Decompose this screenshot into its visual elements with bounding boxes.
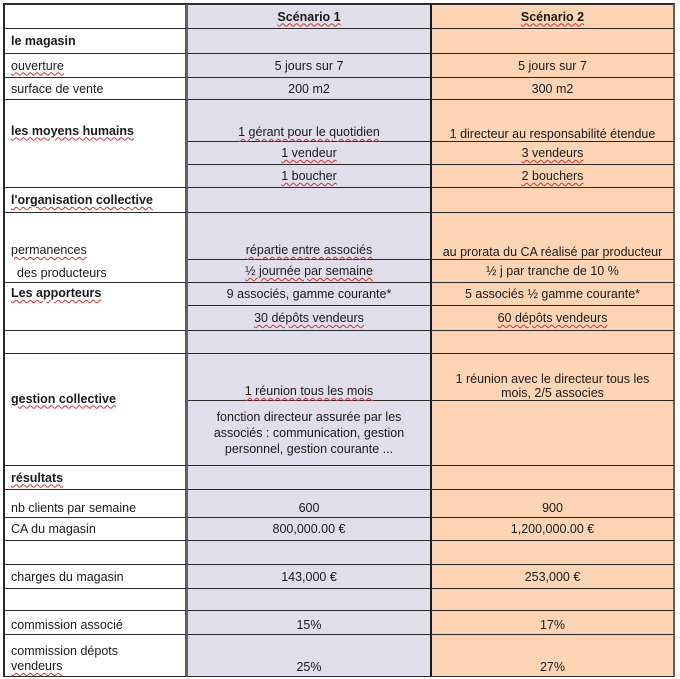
spacer-row-3-label	[3, 589, 188, 611]
row-comm-associe-s2	[432, 611, 675, 635]
section-organisation-s2	[432, 188, 675, 213]
spacer-row-1-s2	[432, 331, 675, 354]
permanences-label-line2: des producteurs	[17, 266, 107, 280]
ca-s2-value: 1,200,000.00 €	[510, 522, 595, 536]
moyens-s1-boucher: 1 boucher	[281, 169, 337, 183]
row-ouverture-s2	[432, 54, 675, 78]
row-surface-s1	[188, 78, 432, 100]
spacer-row-3-s2	[432, 589, 675, 611]
ca-label: CA du magasin	[11, 522, 96, 536]
moyens-label: les moyens humains	[11, 123, 134, 138]
row-gestion-label	[3, 354, 188, 466]
gestion-s1-reunion: 1 réunion tous les mois	[244, 384, 374, 398]
spacer-row-2-label	[3, 541, 188, 565]
spacer-row-2-s2	[432, 541, 675, 565]
row-charges-s1	[188, 565, 432, 589]
row-comm-depots-s1	[188, 635, 432, 677]
surface-label: surface de vente	[11, 81, 104, 96]
surface-s1-value: 200 m2	[288, 81, 330, 96]
moyens-s2-directeur: 1 directeur au responsabilité étendue	[449, 127, 656, 141]
row-moyens-s2-3	[432, 165, 675, 188]
charges-s1-value: 143,000 €	[281, 569, 337, 584]
row-moyens-s2-2	[432, 142, 675, 165]
organisation-label: l'organisation collective	[11, 193, 153, 207]
row-permanences-label	[3, 213, 188, 283]
row-gestion-s2-1	[432, 354, 675, 401]
row-apporteurs-s2-2	[432, 306, 675, 331]
row-apporteurs-s2-1	[432, 283, 675, 306]
comm-depots-label-line2: vendeurs	[11, 659, 63, 673]
row-gestion-s1-2	[188, 401, 432, 466]
comm-associe-s2-value: 17%	[539, 618, 566, 632]
apporteurs-s1-depots: 30 dépôts vendeurs	[254, 311, 364, 325]
row-gestion-s2-2	[432, 401, 675, 466]
row-clients-s2	[432, 490, 675, 518]
header-scenario-1-label: Scénario 1	[277, 9, 341, 24]
section-resultats-s1	[188, 466, 432, 490]
row-permanences-s2-2	[432, 260, 675, 283]
comm-associe-s1-value: 15%	[296, 618, 322, 632]
moyens-s2-vendeurs: 3 vendeurs	[521, 146, 584, 160]
row-apporteurs-s1-1	[188, 283, 432, 306]
charges-s2-value: 253,000 €	[524, 569, 581, 584]
section-organisation-s1	[188, 188, 432, 213]
permanences-s2-tranche: ½ j par tranche de 10 %	[486, 264, 619, 278]
charges-label: charges du magasin	[11, 569, 124, 584]
row-surface-s2	[432, 78, 675, 100]
comm-depots-s2-value: 27%	[539, 660, 566, 674]
row-apporteurs-s1-2	[188, 306, 432, 331]
section-magasin-label: le magasin	[11, 34, 76, 48]
clients-s1-value: 600	[298, 501, 320, 515]
ouverture-s2-value: 5 jours sur 7	[518, 58, 587, 73]
row-moyens-s1-1	[188, 100, 432, 142]
row-moyens-s2-1	[432, 100, 675, 142]
comm-associe-label: commission associé	[11, 618, 123, 632]
section-organisation	[3, 188, 188, 213]
row-gestion-s1-1	[188, 354, 432, 401]
row-comm-depots-label	[3, 635, 188, 677]
spacer-row-1-s1	[188, 331, 432, 354]
gestion-s2-reunion: 1 réunion avec le directeur tous les mois, 2/5 associes	[455, 372, 650, 400]
row-permanences-s1-2	[188, 260, 432, 283]
row-clients-label	[3, 490, 188, 518]
row-ca-s2	[432, 518, 675, 541]
section-magasin-s2	[432, 29, 675, 54]
apporteurs-s2-depots: 60 dépôts vendeurs	[497, 311, 608, 325]
section-magasin	[3, 29, 188, 54]
spacer-row-3-s1	[188, 589, 432, 611]
spacer-row-2-s1	[188, 541, 432, 565]
header-blank-cell	[3, 3, 188, 29]
row-clients-s1	[188, 490, 432, 518]
comm-depots-label-line1: commission dépots	[11, 644, 118, 658]
row-charges-label	[3, 565, 188, 589]
section-magasin-s1	[188, 29, 432, 54]
surface-s2-value: 300 m2	[531, 81, 574, 96]
ouverture-s1-value: 5 jours sur 7	[274, 58, 344, 73]
section-resultats-s2	[432, 466, 675, 490]
row-moyens-label	[3, 100, 188, 188]
ouverture-label: ouverture	[11, 58, 64, 73]
row-ouverture-s1	[188, 54, 432, 78]
row-surface-label	[3, 78, 188, 100]
row-comm-depots-s2	[432, 635, 675, 677]
header-scenario-1	[188, 3, 432, 29]
row-comm-associe-label	[3, 611, 188, 635]
clients-label: nb clients par semaine	[11, 501, 137, 515]
row-comm-associe-s1	[188, 611, 432, 635]
row-permanences-s1-1	[188, 213, 432, 260]
row-ouverture-label	[3, 54, 188, 78]
permanences-s1-repartie: répartie entre associés	[245, 243, 373, 257]
apporteurs-s2-associes: 5 associés ½ gamme courante*	[464, 287, 641, 301]
row-ca-label	[3, 518, 188, 541]
gestion-s1-fonction: fonction directeur assurée par les associés : communication, gestion personnel, gestion courante ...	[213, 410, 405, 456]
header-scenario-2-label: Scénario 2	[520, 9, 585, 24]
apporteurs-s1-associes: 9 associés, gamme courante*	[226, 287, 392, 301]
comm-depots-s1-value: 25%	[296, 660, 322, 674]
moyens-s2-bouchers: 2 bouchers	[521, 169, 584, 183]
ca-s1-value: 800,000.00 €	[272, 522, 346, 536]
moyens-s1-vendeur: 1 vendeur	[281, 146, 337, 160]
section-resultats	[3, 466, 188, 490]
permanences-label-line1: permanences	[11, 243, 87, 257]
permanences-s2-prorata: au prorata du CA réalisé par producteur	[442, 245, 663, 259]
header-scenario-2	[432, 3, 675, 29]
moyens-s1-gerant: 1 gérant pour le quotidien	[238, 125, 380, 139]
resultats-label: résultats	[11, 470, 64, 485]
scenario-comparison-table	[3, 3, 675, 677]
apporteurs-label: Les apporteurs	[11, 286, 102, 300]
row-permanences-s2-1	[432, 213, 675, 260]
permanences-s1-journee: ½ journée par semaine	[245, 264, 373, 278]
row-charges-s2	[432, 565, 675, 589]
spacer-row-1-label	[3, 331, 188, 354]
clients-s2-value: 900	[542, 501, 563, 515]
row-moyens-s1-3	[188, 165, 432, 188]
gestion-label: gestion collective	[11, 391, 116, 406]
row-apporteurs-label	[3, 283, 188, 331]
row-moyens-s1-2	[188, 142, 432, 165]
row-ca-s1	[188, 518, 432, 541]
